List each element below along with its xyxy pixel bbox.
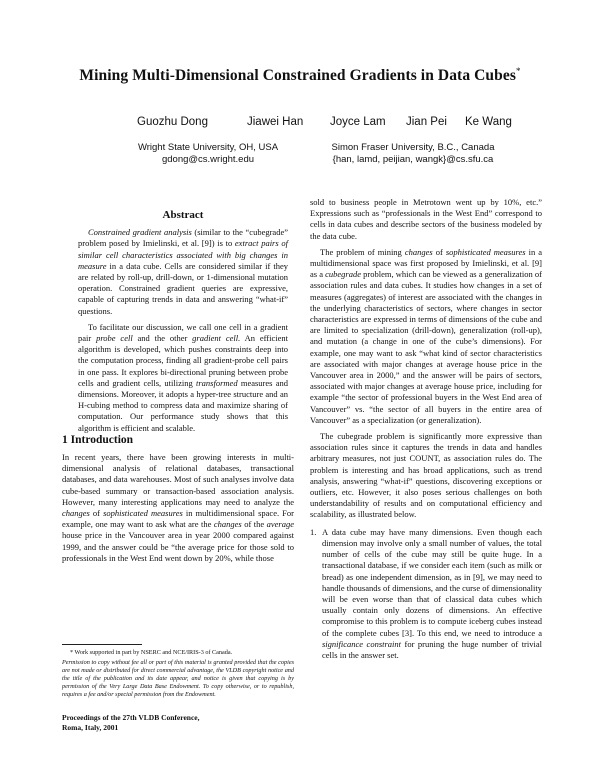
title-footnote-mark: * <box>515 66 521 76</box>
list-number: 1. <box>310 526 317 537</box>
author-name: Jiawei Han <box>247 116 304 128</box>
list-item <box>310 527 542 661</box>
footnote-divider <box>62 644 142 645</box>
affiliation-right: Simon Fraser University, B.C., Canada {han, lamd, peijian, wangk}@cs.sfu.ca <box>331 142 495 165</box>
section-heading-introduction: 1 Introduction <box>62 434 134 446</box>
author-name: Jian Pei <box>406 116 447 128</box>
funding-footnote: * Work supported in part by NSERC and NCE/IRIS-3 of Canada. <box>70 649 233 656</box>
abstract-paragraph: Constrained gradient analysis (similar to the “cubegrade” problem posed by Imielinski, et al. [9]) is to extract pairs of similar cell characteristics associated with big changes in measure in a data cube. Cells are considered similar if they are related by roll-up, drill-down, or 1-dimensional mutation operation. Constrained gradient queries are expressive, capable of capturing trends in data and answering “what-if” questions. <box>78 227 288 316</box>
proceedings-info: Proceedings of the 27th VLDB Conference, Roma, Italy, 2001 <box>62 713 200 732</box>
body-paragraph: The cubegrade problem is significantly more expressive than association rules since it captures the trends in data and handles arbitrary measures, not just COUNT, as association rules do. The problem is interesting and has broad applications, such as trend analysis, answering “what-if” questions, discovering exceptions or outliers, etc. However, it also poses serious challenges on both understandability of results and on computational efficiency and scalability, as illustrated below. <box>310 431 542 520</box>
abstract-heading: Abstract <box>162 209 204 221</box>
abstract-section <box>78 210 288 439</box>
author-name: Ke Wang <box>465 116 512 128</box>
body-paragraph: The problem of mining changes of sophisticated measures in a multidimensional space was first proposed by Imielinski, et al. [9] as a cubegrade problem, which can be viewed as a generalization of association rules and data cubes. It studies how changes in a set of measures (aggregates) of interest are associated with the changes in the underlying characteristics of sectors, where changes in sector characteristics are expressed in terms of dimensions of the cube and are limited to specialization (drill-down), generalization (roll-up), and mutation (a change in one of the cube’s dimensions). For example, one may want to ask “what kind of sector characteristics are associated with major changes at average house price in the Vancouver area in 2000,” and the answer will be pairs of sectors, associated with major changes at average house price, including for example “the sector of professional buyers in the West End area of Vancouver” vs. “the sector of all buyers in the entire area of Vancouver” as a specialization (or generalization). <box>310 246 542 425</box>
abstract-paragraph: To facilitate our discussion, we call one cell in a gradient pair probe cell and the other gradient cell. An efficient algorithm is developed, which pushes constraints deep into the computation process, finding all gradient-probe cell pairs in one pass. It explores bi-directional pruning between probe cells and gradient cells, utilizing transformed measures and dimensions. Moreover, it adopts a hyper-tree structure and an H-cubing method to compress data and maximize sharing of computation. Our performance study shows that this algorithm is efficient and scalable. <box>78 321 288 433</box>
author-name: Guozhu Dong <box>137 116 208 128</box>
affiliation-left: Wright State University, OH, USA gdong@cs.wright.edu <box>137 142 279 165</box>
body-paragraph: In recent years, there have been growing interests in multi-dimensional analysis of relational databases, transactional databases, and data warehouses. Most of such analyses involve data cube-based summary or transaction-based association analysis. However, many interesting applications may need to analyze the changes of sophisticated measures in multidimensional space. For example, one may want to ask what are the changes of the average house price in the Vancouver area in year 2000 compared against 1999, and the answer could be “the average price for those sold to professionals in the West End went down by 20%, while those <box>62 452 295 563</box>
list-item-text: A data cube may have many dimensions. Even though each dimension may involve only a small number of values, the total number of cells of the cube may still be quite huge. In a transactional database, if we consider each item (such as milk or bread) as one independent dimension, as in [9], we may need to handle thousands of dimensions, and the curse of dimensionality will be even worse than that of classical data cubes which usually contain only dozens of dimensions. An effective compromise to this problem is to compute iceberg cubes instead of the complete cubes [3]. To this end, we need to introduce a significance constraint for pruning the huge number of trivial cells in the answer set. <box>322 526 542 660</box>
footnote-block <box>62 649 294 700</box>
right-column <box>310 197 542 661</box>
author-name: Joyce Lam <box>330 116 386 128</box>
permission-notice: Permission to copy without fee all or part of this material is granted provided that the copies are not made or distributed for direct commercial advantage, the VLDB copyright notice and the title of the publication and its date appear, and notice is given that copying is by permission of the Very Large Data Base Endowment. To copy otherwise, or to republish, requires a fee and/or special permission from the Endowment. <box>62 659 294 699</box>
introduction-section <box>62 452 294 569</box>
paper-title: Mining Multi-Dimensional Constrained Gradients in Data Cubes* <box>79 66 521 85</box>
body-paragraph: sold to business people in Metrotown went up by 10%, etc.” Expressions such as “professionals in the West End” correspond to cells in data cubes and describe sectors of the business modeled by the data cube. <box>310 197 542 241</box>
